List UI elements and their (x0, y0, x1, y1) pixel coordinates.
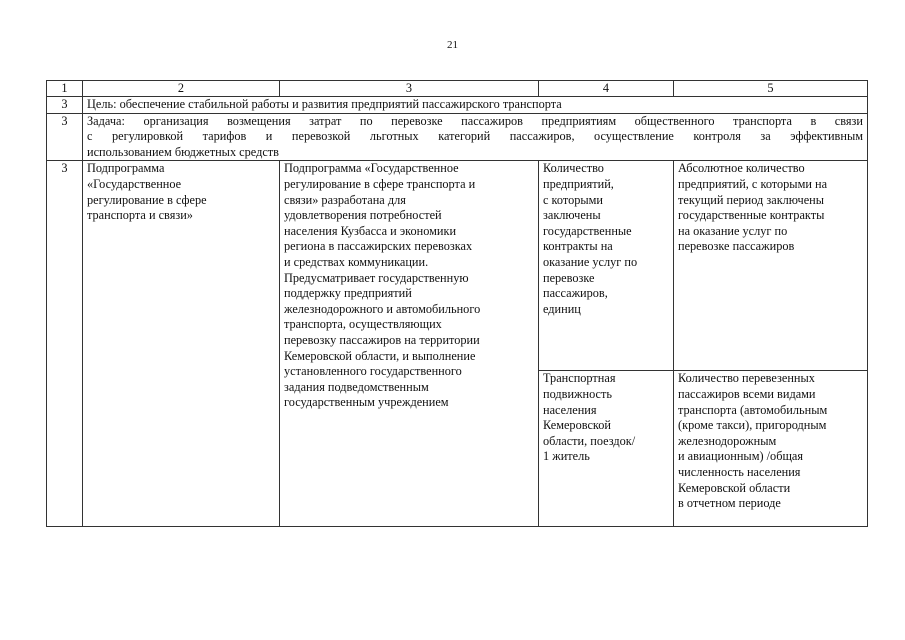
description-line: транспорта, осуществляющих (284, 317, 442, 332)
indicator-1-method-line: государственные контракты (678, 208, 825, 223)
program-row-1 (47, 161, 868, 371)
indicator-2-method-cell (674, 371, 868, 527)
program-name-cell (83, 161, 280, 527)
indicator-1-name-line: контракты на (543, 239, 613, 254)
column-number-5: 5 (674, 81, 868, 97)
description-line: задания подведомственным (284, 379, 429, 394)
program-name-line: «Государственное (87, 176, 182, 191)
indicator-1-name-line: с которыми (543, 192, 604, 207)
indicator-1-name-line: пассажиров, (543, 286, 608, 301)
column-number-1: 1 (47, 81, 83, 97)
program-table (46, 80, 868, 527)
task-text-line: с регулировкой тарифов и перевозкой льготных категорий пассажиров, осуществление контроля за эффективным (87, 129, 863, 144)
indicator-2-name-line: населения (543, 402, 597, 417)
indicator-2-method-line: железнодорожным (678, 433, 777, 448)
indicator-2-method-line: транспорта (автомобильным (678, 402, 828, 417)
indicator-2-method-line: и авиационным) /общая (678, 449, 804, 464)
indicator-2-name-line: области, поездок/ (543, 433, 636, 448)
indicator-1-name-line: единиц (543, 301, 581, 316)
column-number-4: 4 (539, 81, 674, 97)
indicator-2-name-line: подвижность (543, 386, 612, 401)
indicator-2-method-line: в отчетном периоде (678, 496, 781, 511)
description-line: государственным учреждением (284, 395, 449, 410)
program-name-line: регулирование в сфере (87, 192, 207, 207)
indicator-1-name-line: предприятий, (543, 176, 614, 191)
indicator-2-method-line: Кемеровской области (678, 480, 791, 495)
indicator-2-method-line: пассажиров всеми видами (678, 386, 816, 401)
program-name-line: Подпрограмма (87, 161, 165, 176)
goal-text: Цель: обеспечение стабильной работы и развития предприятий пассажирского транспорта (83, 97, 868, 114)
task-text-line: использованием бюджетных средств (87, 144, 279, 159)
indicator-1-name-cell (539, 161, 674, 371)
description-line: и средствах коммуникации. (284, 254, 429, 269)
task-row (47, 113, 868, 161)
indicator-1-method-line: текущий период заключены (678, 192, 825, 207)
indicator-1-method-line: предприятий, с которыми на (678, 176, 828, 191)
indicator-1-name-line: оказание услуг по (543, 254, 638, 269)
indicator-2-method-line: численность населения (678, 464, 801, 479)
program-name-line: транспорта и связи» (87, 208, 193, 223)
indicator-1-name-line: перевозке (543, 270, 595, 285)
column-number-3: 3 (280, 81, 539, 97)
indicator-2-name-cell (539, 371, 674, 527)
goal-row-number: 3 (47, 97, 83, 114)
description-line: железнодорожного и автомобильного (284, 301, 481, 316)
indicator-1-method-line: на оказание услуг по (678, 223, 788, 238)
indicator-1-name-line: Количество (543, 161, 604, 176)
description-line: регулирование в сфере транспорта и (284, 176, 476, 191)
table-header-row (47, 81, 868, 97)
indicator-1-method-cell (674, 161, 868, 371)
indicator-2-method-line: (кроме такси), пригородным (678, 418, 827, 433)
description-line: удовлетворения потребностей (284, 208, 442, 223)
program-row-number: 3 (47, 161, 83, 527)
description-line: перевозку пассажиров на территории (284, 332, 480, 347)
description-line: установленного государственного (284, 364, 462, 379)
column-number-2: 2 (83, 81, 280, 97)
page-number: 21 (447, 39, 458, 51)
description-line: поддержку предприятий (284, 286, 412, 301)
task-text-line: Задача: организация возмещения затрат по перевозке пассажиров предприятиям общественного транспорта в связи (87, 113, 863, 128)
indicator-1-name-line: заключены (543, 208, 601, 223)
program-description-cell (280, 161, 539, 527)
indicator-2-method-line: Количество перевезенных (678, 371, 815, 386)
indicator-2-name-line: Транспортная (543, 371, 616, 386)
goal-row (47, 97, 868, 114)
task-text (83, 113, 868, 161)
indicator-2-name-line: Кемеровской (543, 418, 611, 433)
indicator-1-name-line: государственные (543, 223, 632, 238)
description-line: Кемеровской области, и выполнение (284, 348, 476, 363)
description-line: Подпрограмма «Государственное (284, 161, 459, 176)
indicator-1-method-line: перевозке пассажиров (678, 239, 795, 254)
description-line: Предусматривает государственную (284, 270, 469, 285)
indicator-2-name-line: 1 житель (543, 449, 590, 464)
description-line: региона в пассажирских перевозках (284, 239, 473, 254)
indicator-1-method-line: Абсолютное количество (678, 161, 805, 176)
description-line: связи» разработана для (284, 192, 406, 207)
task-row-number: 3 (47, 113, 83, 161)
description-line: населения Кузбасса и экономики (284, 223, 457, 238)
